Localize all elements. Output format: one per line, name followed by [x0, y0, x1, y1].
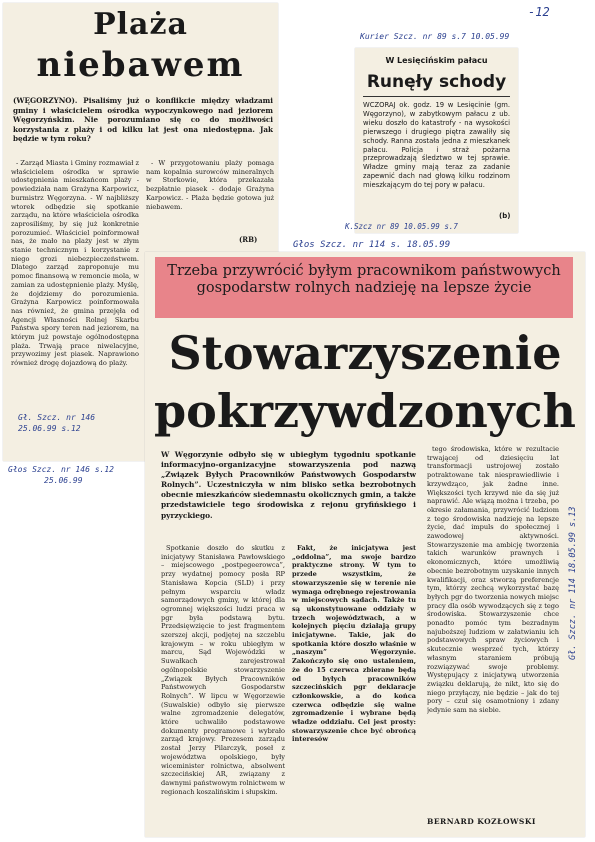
clipping-runely-schody	[355, 48, 518, 233]
handwritten-note-side: Gł. Szcz. nr 114 18.05.99 s.13	[568, 506, 578, 660]
handwritten-note-1: Gł. Szcz. nr 146	[18, 413, 96, 422]
headline-line-2: pokrzywdzonych	[154, 384, 576, 438]
banner	[155, 257, 573, 318]
kicker: W Lesięcińskim pałacu	[385, 56, 488, 65]
byline: (RB)	[239, 235, 258, 244]
headline-line-1: Stowarzyszenie	[168, 326, 562, 380]
article-lead: (WĘGORZYNO). Pisaliśmy już o konflikcie między władzami gminy i właścicielem ośrodka wypoczynkowego nad jeziorem Węgorzyńskim. Nie porozumiano się co do możliwości korzystania z plaży i od kilku lat jest ona niedostępna. Jak będzie w tym roku?	[13, 96, 273, 144]
clipping-stowarzyszenie	[145, 252, 585, 837]
handwritten-note-2: 25.06.99 s.12	[18, 424, 81, 433]
article-column-1: - Zarząd Miasta i Gminy rozmawiał z właścicielem ośrodka w sprawie udostępnienia mieszkańcom plaży - powiedziała nam Grażyna Karpowicz, burmistrz Węgorzyna. - W najbliższy wtorek odbędzie się spotkanie zarządu, na które właściciela ośrodka zaprosiliśmy, by się już konkretnie porozumieć. Właściciel poinformował nas, że mało na plaży jest w złym stanie technicznym i korzystanie z niego grozi niebezpieczeństwem. Dlatego zarząd zaproponuje mu pomoc finansową w remoncie mola, w zamian za udostępnienie plaży. Myślę, że dojdziemy do porozumienia. Grażyna Karpowicz poinformowała nas również, że gmina przejęła od Agencji Własności Rolnej Skarbu Państwa spory teren nad jeziorem, na którym już powstaje ogólnodostępna plaża. Trwają prace niwelacyjne, przywozimy jest piasek. Naprawiono również drogę dojazdową do plaży.	[11, 159, 139, 368]
handwritten-note-top: Głos Szcz. nr 114 s. 18.05.99	[293, 240, 451, 250]
article-column-1: Spotkanie doszło do skutku z inicjatywy Stanisława Pawłowskiego – miejscowego „postpegeerowca”, przy wydatnej pomocy posła RP Stanisława Kopcia (SLD) i przy pełnym wsparciu władz samorządowych gminy, w której dla ogromnej większości ludzi praca w pgr była podstawą bytu. Przedsięwzięcie to jest fragmentem szerszej akcji, podjętej na szczeblu krajowym – w roku ubiegłym w marcu, Sąd Wojewódzki w Suwałkach zarejestrował ogólnopolskie stowarzyszenie „Związek Byłych Pracowników Państwowych Gospodarstw Rolnych”. W lipcu w Węgorzewie (Suwalskie) odbyło się pierwsze walne zgromadzenie delegatów, które uchwaliło podstawowe dokumenty programowe i wybrało zarząd krajowy. Prezesem zarządu został Jerzy Pilarczyk, poseł z województwa opolskiego, były wiceminister rolnictwa, absolwent szczecińskiej AR, związany z dawnymi państwowym rolnictwem w regionach koszalińskim i słupskim.	[161, 544, 285, 796]
article-lead: W Węgorzynie odbyło się w ubiegłym tygodniu spotkanie informacyjno-organizacyjne stowarzyszenia pod nazwą „Związek Byłych Pracowników Państwowych Gospodarstw Rolnych”. Uczestniczyła w nim blisko setka bezrobotnych obecnie mieszkańców siedemnastu okolicznych gmin, a także przedstawiciele tego środowiska z rejonu gryfińskiego i pyrzyckiego.	[161, 450, 416, 520]
headline-line-2: niebawem	[36, 45, 245, 85]
handwritten-note-4: 25.06.99	[44, 476, 83, 485]
byline: (b)	[499, 212, 511, 220]
handwritten-note-bottom: K.Szcz nr 89 10.05.99 s.7	[345, 222, 458, 231]
headline-line-1: Plaża	[93, 7, 188, 42]
banner-text: Trzeba przywrócić byłym pracownikom państwowych gospodarstw rolnych nadzieję na lepsze życie	[167, 263, 561, 296]
handwritten-note-3: Głos Szcz. nr 146 s.12	[8, 465, 114, 474]
article-column-2: Fakt, że inicjatywa jest „oddolna”, ma swoje bardzo praktyczne strony. W tym to przede wszystkim, że stowarzyszenie się w terenie nie wymaga odrębnego rejestrowania w miejscowych sądach. Także tu są ukonstytuowane oddziały w trzech województwach, a w kolejnych pięciu działają grupy inicjatywne. Takie, jak do spotkania które doszło właśnie w „naszym” Węgorzynie. Zakończyło się ono ustaleniem, że do 15 czerwca zbierane będą od byłych pracowników szczecińskich pgr deklaracje członkowskie, a do końca czerwca odbędzie się walne zgromadzenie i wybrane będą władze oddziału. Cel jest prosty: stowarzyszenie chce być obrońcą interesów	[292, 544, 416, 744]
page-number: -12	[528, 5, 550, 19]
headline: Runęły schody	[366, 72, 507, 92]
article-column-2: - W przygotowaniu plaży pomaga nam kopalnia surowców mineralnych w Storkowie, która przekazała bezpłatnie piasek - dodaje Grażyna Karpowicz. - Plaża będzie gotowa już niebawem.	[146, 159, 274, 211]
article-body: WCZORAJ ok. godz. 19 w Lesięcinie (gm. Węgorzyno), w zabytkowym pałacu z ub. wieku doszło do katastrofy - na wysokości pierwszego i drugiego piętra zawaliły się schody. Ranna została jedna z mieszkanek pałacu. Policja i straż pożarna przeprowadzają śledztwo w tej sprawie. Władze gminy mają teraz za zadanie zapewnić dach nad głową kilku rodzinom mieszkającym do tej pory w pałacu.	[363, 101, 510, 190]
headline-rule	[363, 96, 510, 97]
handwritten-note-top: Kurier Szcz. nr 89 s.7 10.05.99	[360, 32, 510, 41]
byline: BERNARD KOZŁOWSKI	[427, 817, 536, 826]
article-column-3: tego środowiska, które w rezultacie trwającej od dziesięciu lat transformacji ustrojowej zostało potraktowane tak niesprawiedliwie i krzywdząco, jak żadne inne. Większości tych krzywd nie da się już naprawić. Ale wiązą można i trzeba, po okresie załamania, przywrócić ludziom z tego środowiska nadzieję na lepsze życie, dać impuls do społecznej i zawodowej aktywności. Stowarzyszenie ma ambicję tworzenia takich warunków prawnych i ekonomicznych, które umożliwią obecnie bezrobotnym uzyskanie innych kwalifikacji, oraz stworzą preferencje tym, którzy zechcą wykorzystać bazę byłych pgr do tworzenia nowych miejsc pracy dla osób wywodzących się z tego środowiska. Stowarzyszenie chce ponadto pomóc tym bezradnym najuboższej ludziom w załatwianiu ich podstawowych spraw życiowych i skutecznie wesprzeć tych, którzy własnym staraniem próbują rozwiązywać swoje problemy. Występujący z inicjatywą utworzenia związku deklarują, że nikt, kto się do niego przyłączy, nie będzie – jak do tej pory – czuł się osamotniony i zdany jedynie sam na siebie.	[427, 445, 559, 715]
